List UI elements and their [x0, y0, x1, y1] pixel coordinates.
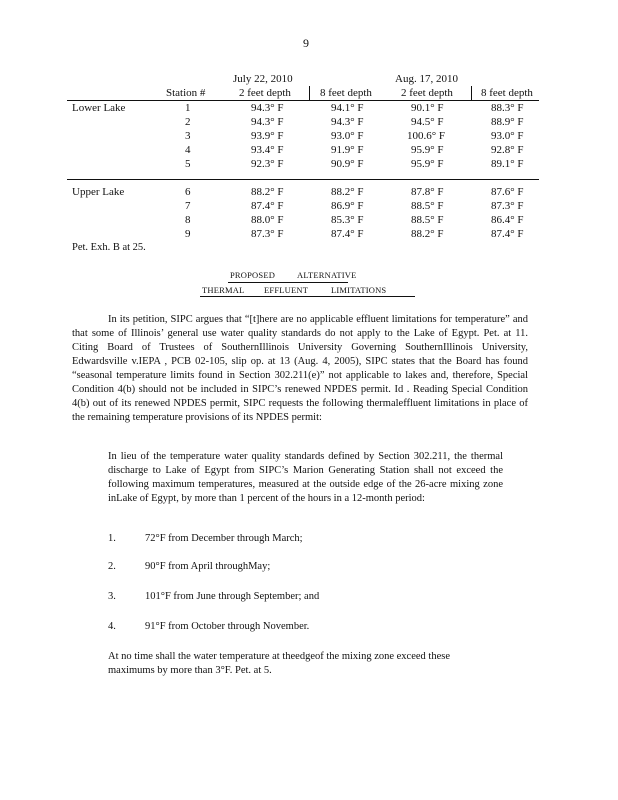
- heading-underline: [228, 282, 348, 283]
- paragraph-text: In its petition, SIPC argues that “[t]here are no applicable effluent limitations for temperature” and that some of Illinois’ general use water quality standards do not apply to the Lake of Egypt. Pet. at 11. Citing Board of Trustees of SouthernIllinois University Governing SouthernIllinois University, Edwardsville v.IEPA , PCB 02-105, slip op. at 13 (Aug. 4, 2005), SIPC states that the Board has found “seasonal temperature limits found in Section 302.211(e)” not applicable to lakes and, therefore, Special Condition 4(b) should not be included in SIPC’s renewed NPDES permit. Id . Reading Special Condition 4(b) out of its renewed NPDES permit, SIPC requests the following thermaleffluent limitations in place of the remaining temperature provisions of its NPDES permit:: [72, 314, 528, 423]
- closing-paragraph: [108, 650, 478, 678]
- table-citation: Pet. Exh. B at 25.: [72, 242, 146, 253]
- header-vertical-rule: [471, 86, 472, 100]
- heading-word: LIMITATIONS: [331, 285, 387, 295]
- quote-intro: [108, 450, 503, 506]
- heading-word: THERMAL: [202, 285, 245, 295]
- section-rule: [67, 179, 539, 180]
- body-paragraph: [72, 313, 528, 425]
- heading-underline: [200, 296, 415, 297]
- col-header-station: Station #: [166, 87, 206, 99]
- heading-word: EFFLUENT: [264, 285, 309, 295]
- col-header-jul-8ft: 8 feet depth: [320, 87, 372, 99]
- list-number: 2.: [108, 561, 116, 572]
- header-vertical-rule: [309, 86, 310, 100]
- section-label-lower-lake: Lower Lake: [72, 102, 126, 114]
- list-item: 91°F from October through November.: [145, 621, 310, 632]
- group-header-july: July 22, 2010: [233, 73, 293, 85]
- list-number: 1.: [108, 533, 116, 544]
- group-header-aug: Aug. 17, 2010: [395, 73, 458, 85]
- section-label-upper-lake: Upper Lake: [72, 186, 125, 198]
- closing-text: At no time shall the water temperature at theedgeof the mixing zone exceed these maximums by more than 3°F. Pet. at 5.: [108, 651, 450, 676]
- header-rule: [67, 100, 539, 101]
- list-number: 3.: [108, 591, 116, 602]
- heading-word: ALTERNATIVE: [297, 270, 357, 280]
- heading-word: PROPOSED: [230, 270, 276, 280]
- list-number: 4.: [108, 621, 116, 632]
- list-item: 90°F from April throughMay;: [145, 561, 271, 572]
- page-number: 9: [303, 36, 309, 50]
- col-header-aug-8ft: 8 feet depth: [481, 87, 533, 99]
- col-header-aug-2ft: 2 feet depth: [401, 87, 453, 99]
- list-item: 101°F from June through September; and: [145, 591, 320, 602]
- quote-intro-text: In lieu of the temperature water quality standards defined by Section 302.211, the thermal discharge to Lake of Egypt from SIPC’s Marion Generating Station shall not exceed the following maximum temperatures, measured at the outside edge of the 26-acre mixing zone inLake of Egypt, by more than 1 percent of the hours in a 12-month period:: [108, 451, 503, 504]
- col-header-jul-2ft: 2 feet depth: [239, 87, 291, 99]
- list-item: 72°F from December through March;: [145, 533, 303, 544]
